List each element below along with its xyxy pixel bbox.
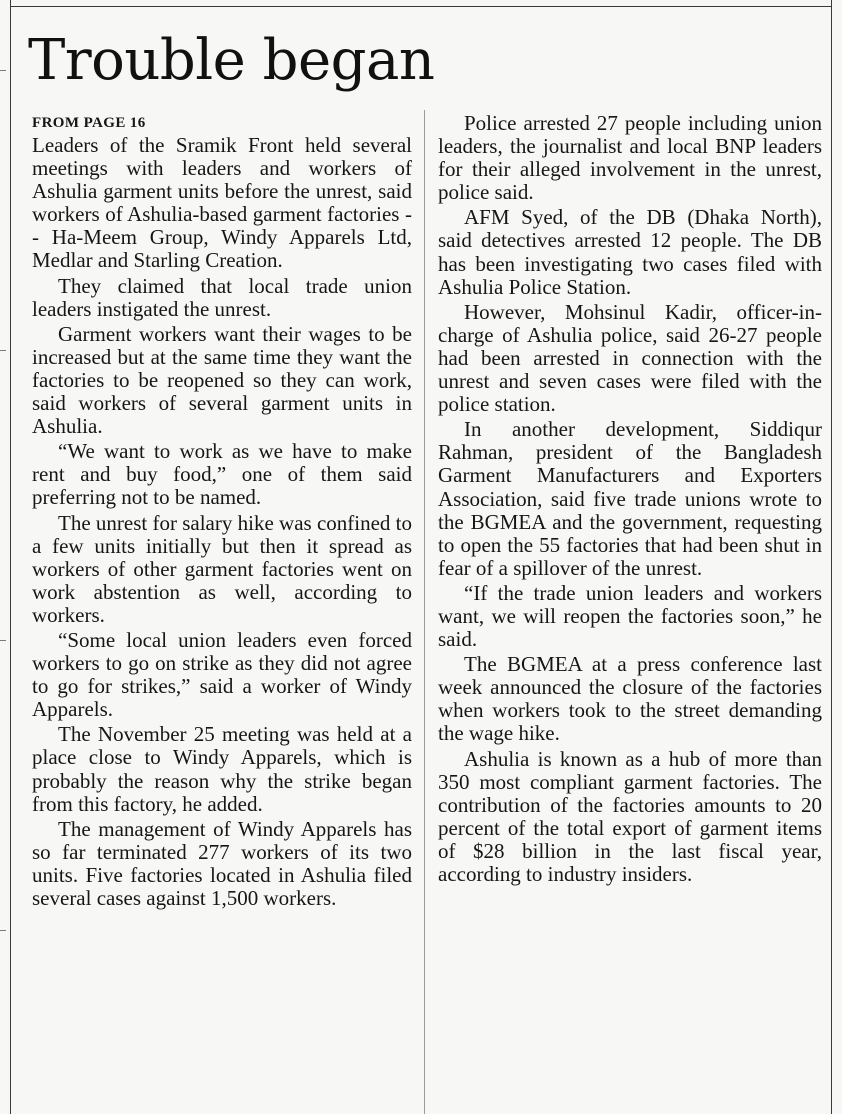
- paragraph: Garment workers want their wages to be increased but at the same time they want the factories to be reopened so they can work, said workers of several garment units in Ashulia.: [32, 321, 412, 439]
- paragraph: AFM Syed, of the DB (Dhaka North), said detectives arrested 12 people. The DB has been investigating two cases filed with Ashulia Police Station.: [438, 205, 822, 299]
- paragraph: The management of Windy Apparels has so far terminated 277 workers of its two units. Five factories located in Ashulia filed several cases against 1,500 workers.: [32, 816, 412, 910]
- left-column: [32, 112, 412, 912]
- right-border-rule: [831, 0, 832, 1114]
- paragraph: However, Mohsinul Kadir, officer-in-charge of Ashulia police, said 26-27 people had been arrested in connection with the unrest and seven cases were filed with the police station.: [438, 299, 822, 417]
- margin-mark: [0, 930, 6, 931]
- column-divider: [424, 110, 425, 1114]
- paragraph: The BGMEA at a press conference last week announced the closure of the factories when workers took to the street demanding the wage hike.: [438, 652, 822, 746]
- paragraph: The November 25 meeting was held at a place close to Windy Apparels, which is probably the reason why the strike began from this factory, he added.: [32, 722, 412, 816]
- dateline: FROM PAGE 16: [32, 115, 146, 131]
- paragraph: In another development, Siddiqur Rahman, president of the Bangladesh Garment Manufacturers and Exporters Association, said five trade unions wrote to the BGMEA and the government, requesting to open the 55 factories that had been shut in fear of a spillover of the unrest.: [438, 417, 822, 580]
- paragraph: Police arrested 27 people including union leaders, the journalist and local BNP leaders for their alleged involvement in the unrest, police said.: [438, 111, 822, 205]
- top-rule: [10, 6, 832, 7]
- paragraph: “We want to work as we have to make rent and buy food,” one of them said preferring not to be named.: [32, 439, 412, 510]
- right-column: [438, 112, 822, 888]
- margin-mark: [0, 350, 6, 351]
- margin-mark: [0, 70, 6, 71]
- paragraph: “If the trade union leaders and workers want, we will reopen the factories soon,” he said.: [438, 580, 822, 652]
- left-border-rule: [10, 0, 11, 1114]
- paragraph: The unrest for salary hike was confined to a few units initially but then it spread as workers of other garment factories went on work abstention as well, according to workers.: [32, 510, 412, 627]
- paragraph: Leaders of the Sramik Front held several meetings with leaders and workers of Ashulia garment units before the unrest, said workers of Ashulia-based garment factories -- Ha-Meem Group, Windy Apparels Ltd, Medlar and Starling Creation.: [32, 133, 412, 273]
- paragraph: They claimed that local trade union leaders instigated the unrest.: [32, 273, 412, 321]
- paragraph: “Some local union leaders even forced workers to go on strike as they did not agree to go for strikes,” said a worker of Windy Apparels.: [32, 627, 412, 722]
- paragraph: Ashulia is known as a hub of more than 350 most compliant garment factories. The contribution of the factories amounts to 20 percent of the total export of garment items of $28 billion in the last fiscal year, according to industry insiders.: [438, 746, 822, 886]
- headline: Trouble began: [28, 28, 435, 93]
- margin-mark: [0, 640, 6, 641]
